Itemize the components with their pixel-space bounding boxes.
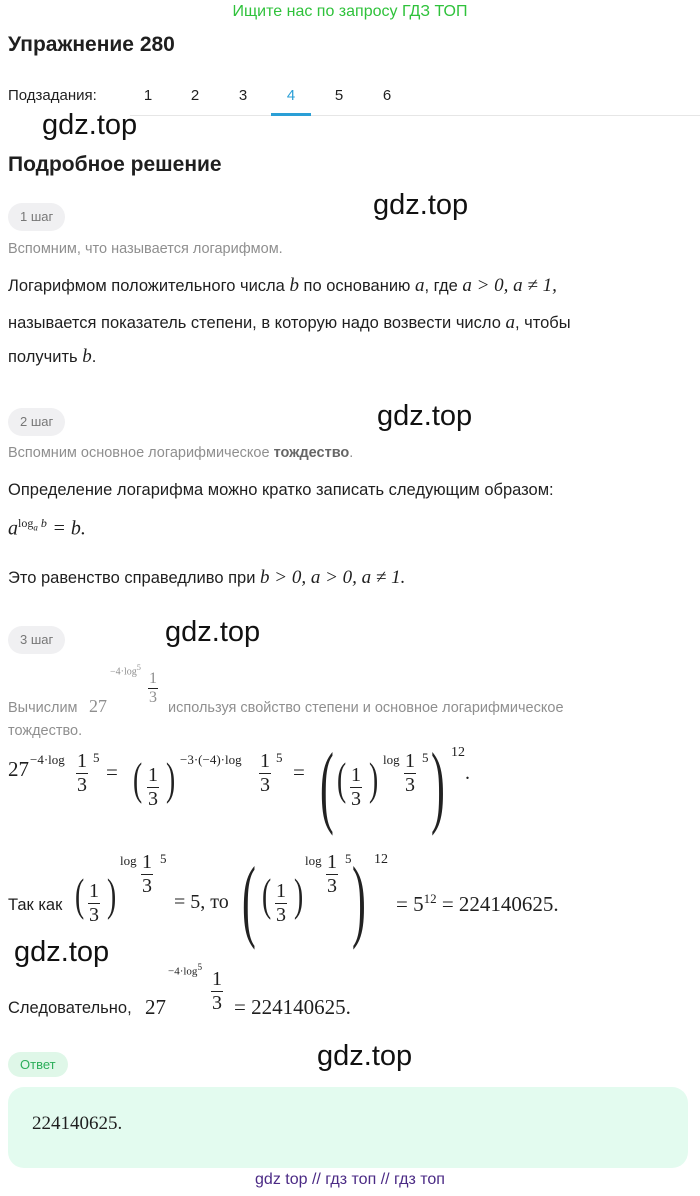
step-intro: тождество.	[8, 723, 83, 739]
fraction-one-third: $\frac{1}{3}$	[327, 851, 337, 897]
step-text: Так как	[8, 896, 63, 914]
step-badge: 2 шаг	[8, 408, 65, 436]
fraction-one-third: $\frac{1}{3}$	[260, 750, 270, 796]
footer-links[interactable]: gdz top // гдз топ // гдз топ	[255, 1171, 445, 1188]
math-exponent: log	[120, 853, 137, 868]
math-eq: =	[293, 760, 305, 784]
paren-right: )	[107, 869, 117, 920]
watermark: gdz.top	[373, 189, 469, 221]
log-identity-formula: $a^{log_a b} = b$.	[8, 516, 86, 540]
math-sup: 12	[374, 852, 388, 867]
watermark: gdz.top	[165, 616, 261, 648]
math-exponent: $-4\cdot\log^5$	[168, 962, 203, 978]
fraction-one-third: $\frac{1}{3}$	[351, 764, 361, 810]
step-text: Определение логарифма можно кратко записать следующим образом:	[8, 481, 554, 499]
paren-right: )	[352, 848, 366, 950]
math-exponent: log	[383, 752, 400, 767]
step-text: Следовательно,	[8, 999, 132, 1017]
page-title: Упражнение 280	[8, 33, 175, 56]
math-base: 27	[8, 757, 29, 781]
math-sup: 12	[451, 745, 465, 760]
paren-right: )	[166, 753, 176, 804]
watermark: gdz.top	[317, 1040, 413, 1072]
solution-title: Подробное решение	[8, 153, 222, 176]
math-result: = $5^{12} = 224140625$.	[396, 891, 559, 916]
fraction-one-third: $\frac{1}{3}$	[212, 968, 222, 1014]
paren-left: (	[337, 753, 347, 804]
math-sup: 5	[422, 750, 429, 765]
math-base: 27	[145, 995, 166, 1019]
math-sup: 5	[345, 851, 352, 866]
step-text: называется показатель степени, в которую надо возвести число a, чтобы	[8, 312, 571, 333]
paren-left: (	[133, 753, 143, 804]
subtask-tab-1[interactable]: 1	[143, 87, 153, 104]
step-intro: Вспомним, что называется логарифмом.	[8, 241, 283, 257]
watermark: gdz.top	[377, 400, 473, 432]
fraction-one-third: $\frac{1}{3}$	[89, 880, 99, 926]
math-result: = 224140625.	[234, 995, 351, 1019]
paren-left: (	[262, 869, 272, 920]
fraction-one-third: $\frac{1}{3}$	[149, 670, 157, 706]
fraction-one-third: $\frac{1}{3}$	[142, 851, 152, 897]
math-sup: 5	[93, 750, 100, 765]
step-text: Логарифмом положительного числа b по основанию a, где a > 0, a ≠ 1,	[8, 275, 557, 296]
paren-right: )	[431, 734, 445, 836]
watermark: gdz.top	[14, 936, 110, 968]
watermark: gdz.top	[42, 109, 138, 141]
search-banner: Ищите нас по запросу ГДЗ ТОП	[232, 3, 468, 20]
math-exponent: −3·(−4)·log	[180, 752, 242, 767]
math-dot: .	[465, 762, 470, 784]
math-exponent: $-4\cdot\log^5$	[110, 663, 141, 678]
subtask-tab-4[interactable]: 4	[286, 87, 296, 104]
fraction-one-third: $\frac{1}{3}$	[148, 764, 158, 810]
math-sup: 5	[276, 750, 283, 765]
subtask-tab-5[interactable]: 5	[334, 87, 344, 104]
fraction-one-third: $\frac{1}{3}$	[405, 750, 415, 796]
math-sup: 5	[160, 851, 167, 866]
step-intro: Вспомним основное логарифмическое тождество.	[8, 445, 354, 461]
subtask-tab-6[interactable]: 6	[382, 87, 392, 104]
paren-left: (	[242, 848, 256, 950]
fraction-one-third: $\frac{1}{3}$	[77, 750, 87, 796]
fraction-one-third: $\frac{1}{3}$	[276, 880, 286, 926]
answer-value: 224140625.	[32, 1113, 123, 1134]
math-exponent: −4·log	[30, 752, 65, 767]
subtask-tab-2[interactable]: 2	[190, 87, 200, 104]
step-intro: Вычислим	[8, 700, 78, 716]
paren-left: (	[320, 734, 334, 836]
paren-left: (	[75, 869, 85, 920]
active-tab-indicator	[271, 113, 311, 116]
math-base: 27	[89, 696, 107, 716]
math-text: = 5, то	[174, 891, 229, 913]
step-badge: 1 шаг	[8, 203, 65, 231]
step-text: Это равенство справедливо при b > 0, a > 0, a ≠ 1.	[8, 567, 406, 588]
tabs-divider	[130, 115, 700, 116]
step-intro: используя свойство степени и основное логарифмическое	[168, 700, 564, 716]
math-eq: =	[106, 760, 118, 784]
answer-badge: Ответ	[8, 1052, 68, 1077]
step-badge: 3 шаг	[8, 626, 65, 654]
paren-right: )	[294, 869, 304, 920]
subtasks-label: Подзадания:	[8, 87, 97, 104]
math-exponent: log	[305, 853, 322, 868]
paren-right: )	[369, 753, 379, 804]
step-text: получить b.	[8, 346, 97, 367]
subtask-tab-3[interactable]: 3	[238, 87, 248, 104]
